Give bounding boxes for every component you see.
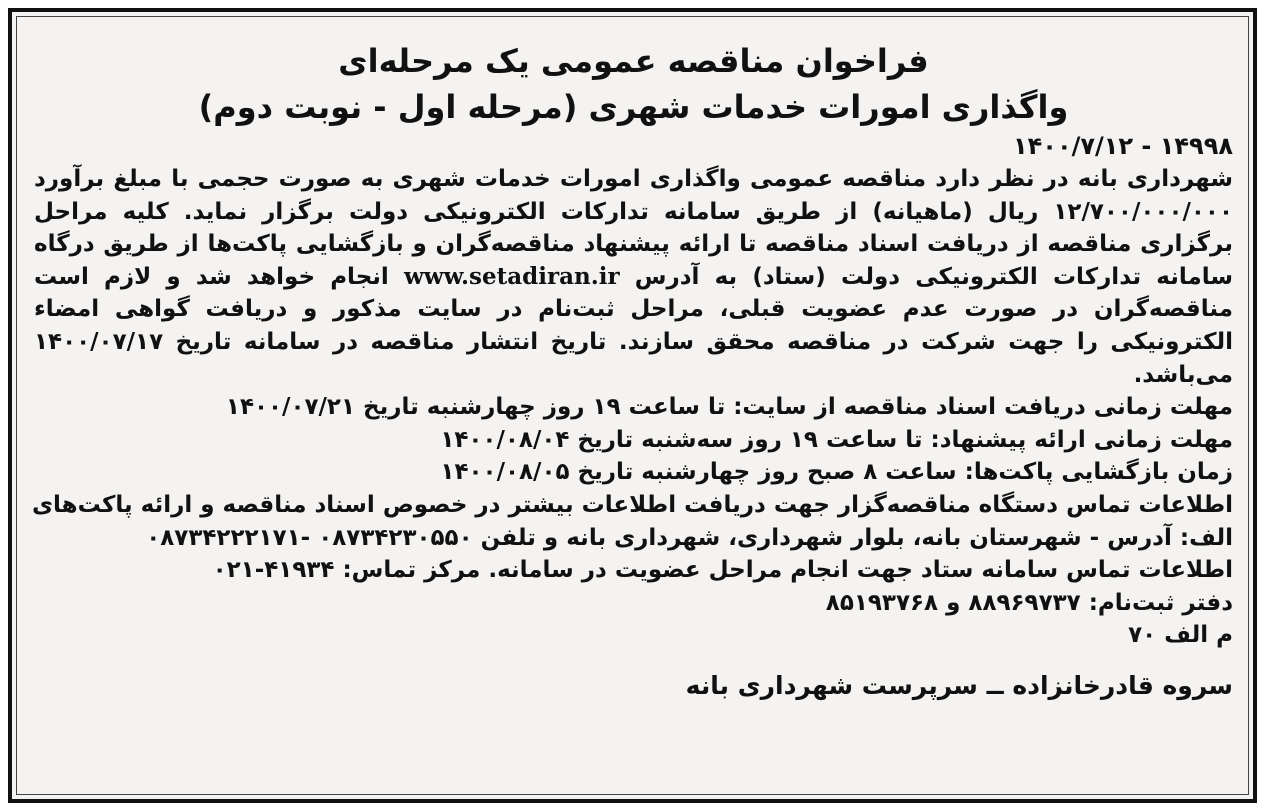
deadline-proposal: مهلت زمانی ارائه پیشنهاد: تا ساعت ۱۹ روز سه‌شنبه تاریخ ۱۴۰۰/۰۸/۰۴	[440, 426, 1233, 453]
signature-spacer	[34, 652, 1233, 668]
notice-title-line-2: واگذاری امورات خدمات شهری (مرحله اول - نوبت دوم)	[198, 88, 1069, 126]
body-text-part-1: شهرداری بانه در نظر دارد مناقصه عمومی واگذاری امورات خدمات شهری به صورت حجمی با مبلغ برآورد ۱۲/۷۰۰/۰۰۰/۰۰۰ ریال (ماهیانه) از طریق سامانه تدارکات الکترونیکی دولت برگزار نماید. کلیه مراحل برگزاری مناقصه از دریافت اسناد مناقصه تا ارائه پیشنهاد مناقصه‌گران و بازگشایی پاکت‌ها از طریق درگاه سامانه تدارکات الکترونیکی دولت (ستاد) به آدرس	[34, 166, 1233, 290]
notice-code: م الف ۷۰	[1128, 622, 1233, 649]
notice-reference-number: ۱۴۹۹۸ - ۱۴۰۰/۷/۱۲	[1013, 132, 1233, 160]
registration-office: دفتر ثبت‌نام: ۸۸۹۶۹۷۳۷ و ۸۵۱۹۳۷۶۸	[825, 589, 1233, 616]
deadline-documents: مهلت زمانی دریافت اسناد مناقصه از سایت: تا ساعت ۱۹ روز چهارشنبه تاریخ ۱۴۰۰/۰۷/۲۱	[225, 394, 1233, 421]
body-text-part-2: انجام خواهد شد و لازم است مناقصه‌گران در صورت عدم عضویت قبلی، مراحل ثبت‌نام در سایت مذکور و دریافت گواهی امضاء الکترونیکی را جهت شرکت در مناقصه محقق سازند. تاریخ انتشار مناقصه در سامانه تاریخ ۱۴۰۰/۰۷/۱۷ می‌باشد.	[34, 263, 1233, 388]
notice-content	[31, 38, 1233, 787]
website-address: www.setadiran.ir	[403, 262, 620, 290]
contact-heading: اطلاعات تماس دستگاه مناقصه‌گزار جهت دریافت اطلاعات بیشتر در خصوص اسناد مناقصه و ارائه پاکت‌های	[31, 491, 1233, 518]
setad-contact: اطلاعات تماس سامانه ستاد جهت انجام مراحل عضویت در سامانه. مرکز تماس: ۴۱۹۳۴-۰۲۱	[212, 557, 1233, 584]
notice-body-paragraph	[34, 163, 1233, 391]
opening-time: زمان بازگشایی پاکت‌ها: ساعت ۸ صبح روز چهارشنبه تاریخ ۱۴۰۰/۰۸/۰۵	[440, 459, 1233, 486]
notice-frame	[8, 8, 1257, 803]
contact-address: الف: آدرس - شهرستان بانه، بلوار شهرداری، شهرداری بانه و تلفن ۰۸۷۳۴۲۳۰۵۵۰ -۰۸۷۳۴۲۲۲۱۷۱	[146, 524, 1233, 551]
notice-title-line-1: فراخوان مناقصه عمومی یک مرحله‌ای	[338, 42, 929, 80]
signature: سروه قادرخانزاده ــ سرپرست شهرداری بانه	[685, 670, 1233, 700]
